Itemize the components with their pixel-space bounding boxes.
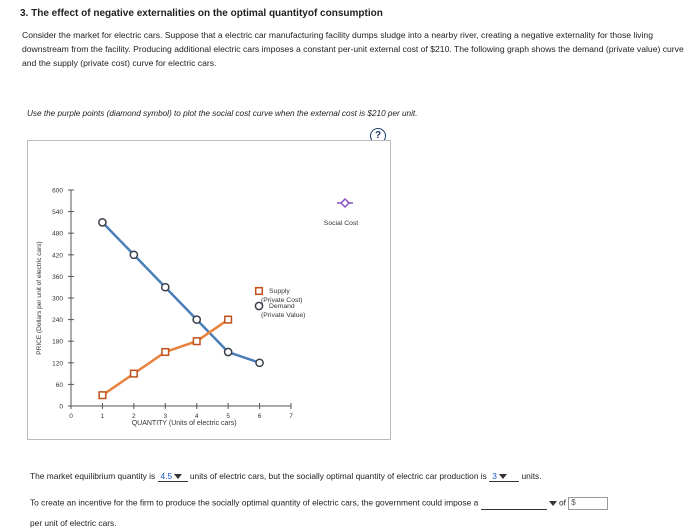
chevron-down-icon <box>174 474 182 479</box>
demand-legend-label: Demand <box>269 303 295 310</box>
x-tick-label: 7 <box>289 413 293 420</box>
answer-text-3: units. <box>521 471 542 481</box>
graph-instruction: Use the purple points (diamond symbol) to plot the social cost curve when the external cost is $210 per unit. <box>27 109 418 118</box>
question-intro: Consider the market for electric cars. Suppose that a electric car manufacturing facility dumps sludge into a nearby river, creating a negative externality for those living downstream from the facility. Producing additional electric cars imposes a constant per-unit external cost of $210. The following graph shows the demand (private value) curve and the supply (private cost) curve for electric cars. <box>22 30 684 68</box>
answer-text-of: of <box>558 497 566 508</box>
supply-point <box>131 370 138 377</box>
answer-line-3: per unit of electric cars. <box>30 518 117 528</box>
supply-point <box>99 392 106 399</box>
y-tick-label: 480 <box>52 230 63 238</box>
market-quantity-dropdown[interactable] <box>158 471 188 482</box>
supply-point <box>162 349 169 356</box>
answer-text-4: To create an incentive for the firm to produce the socially optimal quantity of electric cars, the government could impose a <box>30 497 479 508</box>
supply-legend-marker <box>256 288 263 295</box>
y-axis-label: PRICE (Dollars per unit of electric cars) <box>36 241 43 355</box>
chevron-down-icon <box>499 474 507 479</box>
question-title: 3. The effect of negative externalities on the optimal quantityof consumption <box>20 8 383 19</box>
supply-legend-label: Supply <box>269 288 290 295</box>
x-tick-label: 1 <box>100 413 105 420</box>
supply-demand-graph[interactable] <box>27 140 391 440</box>
supply-legend-sublabel: (Private Cost) <box>261 297 303 304</box>
demand-point <box>99 219 106 226</box>
demand-point <box>130 251 137 258</box>
y-tick-label: 240 <box>52 317 63 325</box>
x-tick-label: 3 <box>163 413 168 420</box>
y-tick-label: 360 <box>52 273 63 281</box>
answer-text-2: units of electric cars, but the socially optimal quantity of electric car production is <box>189 471 487 481</box>
tax-amount-input[interactable] <box>568 497 608 510</box>
answer-line-1 <box>30 471 542 482</box>
market-quantity-value: 4.5 <box>160 471 173 481</box>
social-cost-legend-label: Social Cost <box>323 220 359 227</box>
demand-legend-sublabel: (Private Value) <box>261 312 306 319</box>
x-axis-label: QUANTITY (Units of electric cars) <box>131 420 237 427</box>
demand-point <box>193 316 200 323</box>
graph-panel-border <box>28 141 391 440</box>
demand-point <box>162 284 169 291</box>
x-tick-label: 0 <box>69 413 73 420</box>
x-tick-label: 6 <box>257 413 262 420</box>
demand-point <box>256 359 263 366</box>
policy-dropdown[interactable] <box>481 500 547 510</box>
y-tick-label: 300 <box>52 295 63 303</box>
optimal-quantity-value: 3 <box>492 471 497 481</box>
optimal-quantity-dropdown[interactable] <box>489 471 519 482</box>
y-tick-label: 180 <box>52 338 63 346</box>
supply-point <box>225 316 232 323</box>
tax-prefix: $ <box>571 498 576 507</box>
y-tick-label: 540 <box>52 209 63 217</box>
x-tick-label: 4 <box>194 413 199 420</box>
x-tick-label: 2 <box>132 413 136 420</box>
demand-point <box>225 348 232 355</box>
help-icon[interactable]: ? <box>370 128 386 144</box>
answer-text-1: The market equilibrium quantity is <box>30 471 156 481</box>
y-tick-label: 420 <box>52 252 63 260</box>
x-tick-label: 5 <box>226 413 230 420</box>
chevron-down-icon <box>549 501 557 506</box>
y-tick-label: 120 <box>52 360 63 368</box>
y-tick-label: 600 <box>52 187 63 195</box>
supply-point <box>193 338 200 345</box>
y-tick-label: 60 <box>55 381 63 389</box>
y-tick-label: 0 <box>59 403 63 411</box>
answer-line-2 <box>30 497 630 510</box>
